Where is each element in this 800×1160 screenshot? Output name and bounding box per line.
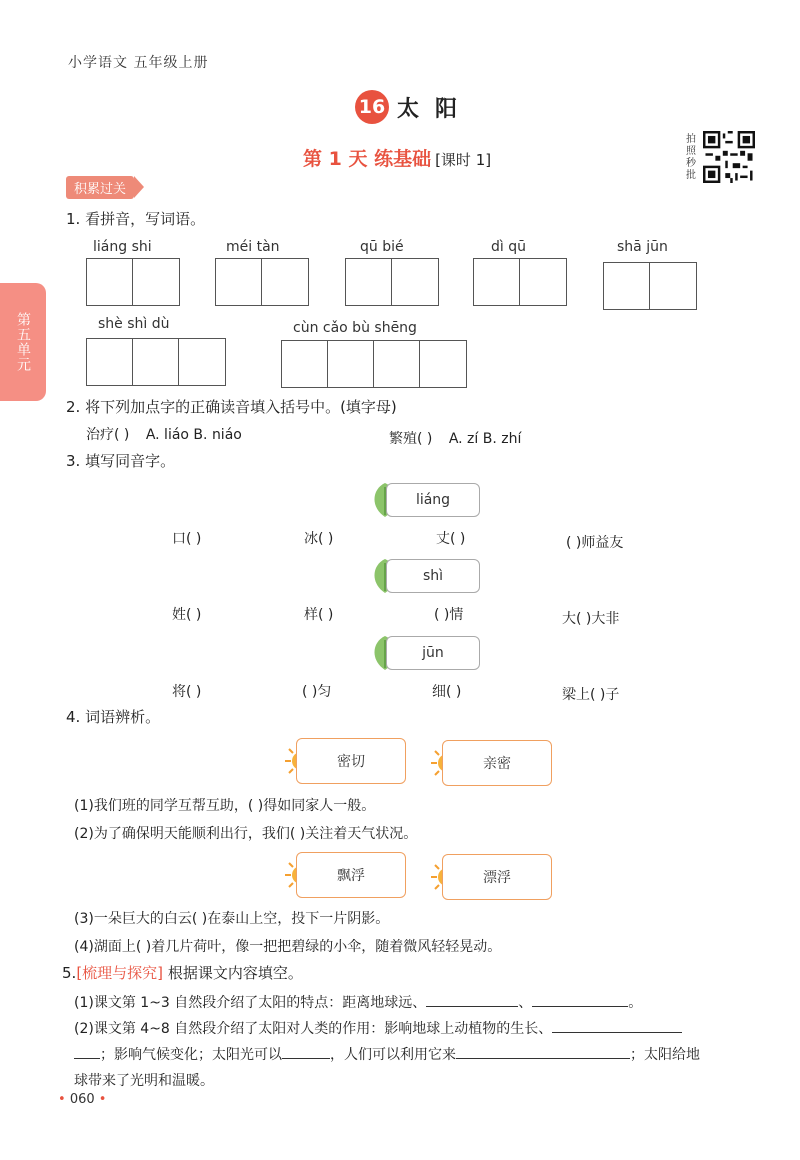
q3-2-item-2: 样( ) xyxy=(304,607,334,623)
q5-s1c: 。 xyxy=(628,995,643,1011)
q4-option-1a: 密切 xyxy=(296,738,406,784)
q2-item-2 xyxy=(389,428,521,448)
q4-option-card-2 xyxy=(430,740,552,786)
q5-s2d: ；太阳给地 xyxy=(630,1047,700,1063)
q1-pinyin-5: shā jūn xyxy=(617,239,668,255)
q1-pinyin-6: shè shì dù xyxy=(98,316,170,332)
q1-pinyin-7: cùn cǎo bù shēng xyxy=(293,320,417,336)
q2-item-2-word: 繁殖( ) xyxy=(389,431,433,447)
q3-1-item-3: 丈( ) xyxy=(436,531,466,547)
q5-blank-1[interactable] xyxy=(426,992,518,1007)
q3-pinyin-1: liáng xyxy=(386,483,480,517)
q4-sentence-2: (2)为了确保明天能顺利出行，我们( )关注着天气状况。 xyxy=(74,826,418,842)
q4-sentence-4: (4)湖面上( )着几片荷叶，像一把把碧绿的小伞，随着微风轻轻晃动。 xyxy=(74,939,502,955)
q5-s2b: ；影响气候变化；太阳光可以 xyxy=(100,1047,282,1063)
q5-s2e: 球带来了光明和温暖。 xyxy=(74,1073,214,1089)
q4-title: 4. 词语辨析。 xyxy=(66,708,161,726)
q3-1-item-1: 口( ) xyxy=(172,531,202,547)
q4-sentence-1: (1)我们班的同学互帮互助，( )得如同家人一般。 xyxy=(74,798,376,814)
qr-code-icon[interactable] xyxy=(703,131,755,183)
q3-1-item-2: 冰( ) xyxy=(304,531,334,547)
q5-title-line xyxy=(62,962,303,983)
lesson-number: 16 xyxy=(355,90,389,124)
q1-box-7[interactable] xyxy=(281,340,467,388)
q3-2-item-4: 大( )大非 xyxy=(562,611,620,627)
q3-2-item-1: 姓( ) xyxy=(172,607,202,623)
q1-box-3[interactable] xyxy=(345,258,439,306)
book-header: 小学语文 五年级上册 xyxy=(68,55,209,71)
q5-line-3 xyxy=(74,1044,700,1064)
q5-s2c: ，人们可以利用它来 xyxy=(330,1047,456,1063)
q2-item-1-word: 治疗( ) xyxy=(86,427,130,443)
q5-blank-4[interactable] xyxy=(282,1044,330,1059)
q5-blank-5[interactable] xyxy=(456,1044,630,1059)
page-number-value: 060 xyxy=(69,1092,95,1107)
q5-s2a: (2)课文第 4~8 自然段介绍了太阳对人类的作用：影响地球上动植物的生长、 xyxy=(74,1021,553,1037)
q1-pinyin-1: liáng shi xyxy=(93,239,152,255)
q3-pinyin-card-1 xyxy=(368,481,480,519)
q1-box-2[interactable] xyxy=(215,258,309,306)
q5-line-2 xyxy=(74,1018,682,1038)
q4-option-card-4 xyxy=(430,854,552,900)
q4-option-card-1 xyxy=(284,738,406,784)
q4-option-card-3 xyxy=(284,852,406,898)
q1-pinyin-4: dì qū xyxy=(491,239,526,255)
q3-pinyin-card-3 xyxy=(368,634,480,672)
q5-blank-3-cont[interactable] xyxy=(74,1044,100,1059)
q2-title: 2. 将下列加点字的正确读音填入括号中。(填字母) xyxy=(66,398,397,416)
q1-box-6[interactable] xyxy=(86,338,226,386)
q5-blank-3[interactable] xyxy=(552,1018,682,1033)
q3-2-item-3: ( )情 xyxy=(434,607,464,623)
q5-blank-2[interactable] xyxy=(532,992,628,1007)
q4-sentence-3: (3)一朵巨大的白云( )在泰山上空，投下一片阴影。 xyxy=(74,911,390,927)
q4-option-2a: 飘浮 xyxy=(296,852,406,898)
day-heading xyxy=(303,144,491,171)
day-main: 第 1 天 练基础 xyxy=(303,148,432,170)
q3-3-item-4: 梁上( )子 xyxy=(562,687,620,703)
page-number: • 060 • xyxy=(58,1092,107,1107)
day-sub: [课时 1] xyxy=(435,151,492,169)
q3-pinyin-2: shì xyxy=(386,559,480,593)
section-tag: 积累过关 xyxy=(66,176,134,199)
q3-pinyin-3: jūn xyxy=(386,636,480,670)
q1-pinyin-3: qū bié xyxy=(360,239,404,255)
q2-item-2-options: A. zí B. zhí xyxy=(448,431,522,447)
q1-box-4[interactable] xyxy=(473,258,567,306)
q4-option-2b: 漂浮 xyxy=(442,854,552,900)
qr-label: 拍照秒批 xyxy=(686,134,696,181)
lesson-title: 太阳 xyxy=(397,96,474,122)
q3-title: 3. 填写同音字。 xyxy=(66,452,176,470)
q1-box-1[interactable] xyxy=(86,258,180,306)
q1-pinyin-2: méi tàn xyxy=(226,239,280,255)
q5-s1a: (1)课文第 1~3 自然段介绍了太阳的特点：距离地球远、 xyxy=(74,995,427,1011)
q5-tag: [梳理与探究] xyxy=(76,964,164,982)
q2-item-1-options: A. liáo B. niáo xyxy=(145,427,242,443)
q2-item-1 xyxy=(86,424,242,444)
q3-1-item-4: ( )师益友 xyxy=(566,535,624,551)
q5-number: 5. xyxy=(62,964,77,982)
q3-3-item-1: 将( ) xyxy=(172,684,202,700)
unit-side-tab: 第五单元 xyxy=(0,283,46,401)
q4-option-1b: 亲密 xyxy=(442,740,552,786)
q3-3-item-2: ( )匀 xyxy=(302,684,332,700)
q1-title: 1. 看拼音，写词语。 xyxy=(66,210,206,228)
lesson-heading xyxy=(355,90,473,124)
q5-s1b: 、 xyxy=(518,995,533,1011)
q5-title: 根据课文内容填空。 xyxy=(167,964,303,982)
q3-3-item-3: 细( ) xyxy=(432,684,462,700)
q1-box-5[interactable] xyxy=(603,262,697,310)
q5-line-1 xyxy=(74,992,642,1012)
q3-pinyin-card-2 xyxy=(368,557,480,595)
